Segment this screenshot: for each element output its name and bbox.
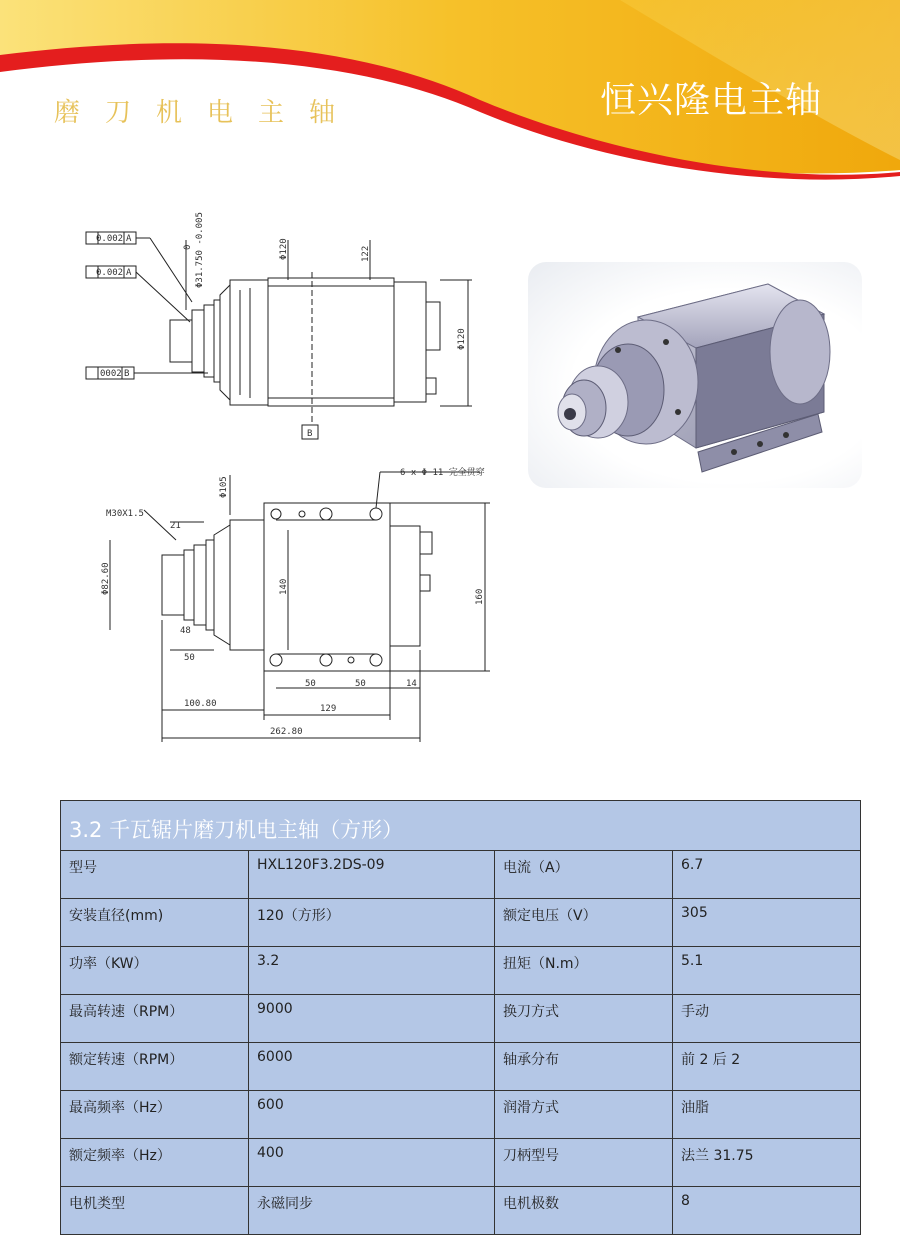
table-row: [61, 851, 861, 899]
table-row: [61, 1187, 861, 1235]
dim-14: 14: [406, 679, 417, 689]
technical-drawing: [80, 210, 520, 755]
spec-label: 额定频率（Hz）: [61, 1139, 249, 1187]
spec-label: 电机极数: [495, 1187, 673, 1235]
dim-105: Φ105: [219, 476, 229, 498]
table-row: [61, 947, 861, 995]
datum-b: B: [307, 429, 313, 439]
dim-50b: 50: [305, 679, 316, 689]
spec-value: 油脂: [673, 1091, 861, 1139]
table-row: [61, 995, 861, 1043]
spec-value: 305: [673, 899, 861, 947]
dim-shaft-upper: 0: [183, 244, 193, 250]
spec-label: 安装直径(mm): [61, 899, 249, 947]
dim-50a: 50: [184, 653, 195, 663]
spec-value: 400: [249, 1139, 495, 1187]
dim-140: 140: [279, 578, 289, 595]
tol-ref-3: B: [124, 369, 130, 379]
table-row: [61, 899, 861, 947]
spec-value: 120（方形）: [249, 899, 495, 947]
tol-ref-2: A: [126, 268, 132, 278]
spec-value: 8: [673, 1187, 861, 1235]
table-row: [61, 1043, 861, 1091]
spec-label: 轴承分布: [495, 1043, 673, 1091]
product-render: [528, 262, 862, 488]
spec-value: 法兰 31.75: [673, 1139, 861, 1187]
spec-value: 5.1: [673, 947, 861, 995]
dim-48: 48: [180, 626, 191, 636]
header-banner: [0, 0, 900, 200]
dim-160: 160: [475, 588, 485, 605]
holes-note: 6 x Φ 11 完全贯穿: [400, 468, 485, 478]
dim-262: 262.80: [270, 727, 303, 737]
spec-label: 刀柄型号: [495, 1139, 673, 1187]
spec-value: 600: [249, 1091, 495, 1139]
spec-value: 3.2: [249, 947, 495, 995]
spec-value: 永磁同步: [249, 1187, 495, 1235]
dim-shaft: Φ31.750 -0.005: [195, 212, 205, 288]
spec-label: 额定电压（V）: [495, 899, 673, 947]
tol-value-3: 0002: [100, 369, 122, 379]
dim-129: 129: [320, 704, 337, 714]
spec-label: 电流（A）: [495, 851, 673, 899]
spec-label: 型号: [61, 851, 249, 899]
spec-value: 手动: [673, 995, 861, 1043]
section-title: 磨刀机电主轴: [54, 98, 361, 128]
spindle-top-view: [170, 272, 440, 439]
spec-value: 9000: [249, 995, 495, 1043]
spec-value: 6.7: [673, 851, 861, 899]
table-row: [61, 1139, 861, 1187]
dim-122: 122: [361, 245, 371, 262]
dim-50c: 50: [355, 679, 366, 689]
dim-body: Φ120: [279, 238, 289, 260]
spec-label: 最高频率（Hz）: [61, 1091, 249, 1139]
spec-table-title: 3.2 千瓦锯片磨刀机电主轴（方形）: [61, 801, 861, 851]
spindle-bottom-view: [162, 503, 432, 671]
spec-label: 扭矩（N.m）: [495, 947, 673, 995]
dim-21: 21: [170, 521, 181, 531]
spec-label: 功率（KW）: [61, 947, 249, 995]
spec-label: 换刀方式: [495, 995, 673, 1043]
thread-label: M30X1.5: [106, 509, 144, 519]
spec-label: 最高转速（RPM）: [61, 995, 249, 1043]
table-row: [61, 1091, 861, 1139]
dim-side: Φ120: [457, 328, 467, 350]
brand-title: 恒兴隆电主轴: [599, 80, 822, 121]
spec-label: 额定转速（RPM）: [61, 1043, 249, 1091]
spec-value: 6000: [249, 1043, 495, 1091]
spec-value: HXL120F3.2DS-09: [249, 851, 495, 899]
spec-value: 前 2 后 2: [673, 1043, 861, 1091]
spec-label: 电机类型: [61, 1187, 249, 1235]
spec-table: [60, 800, 861, 1235]
tol-ref-1: A: [126, 234, 132, 244]
spec-label: 润滑方式: [495, 1091, 673, 1139]
dim-100: 100.80: [184, 699, 217, 709]
tol-value-2: 0.002: [96, 268, 124, 278]
dim-82: Φ82.60: [101, 562, 111, 595]
tol-value-1: 0.002: [96, 234, 124, 244]
